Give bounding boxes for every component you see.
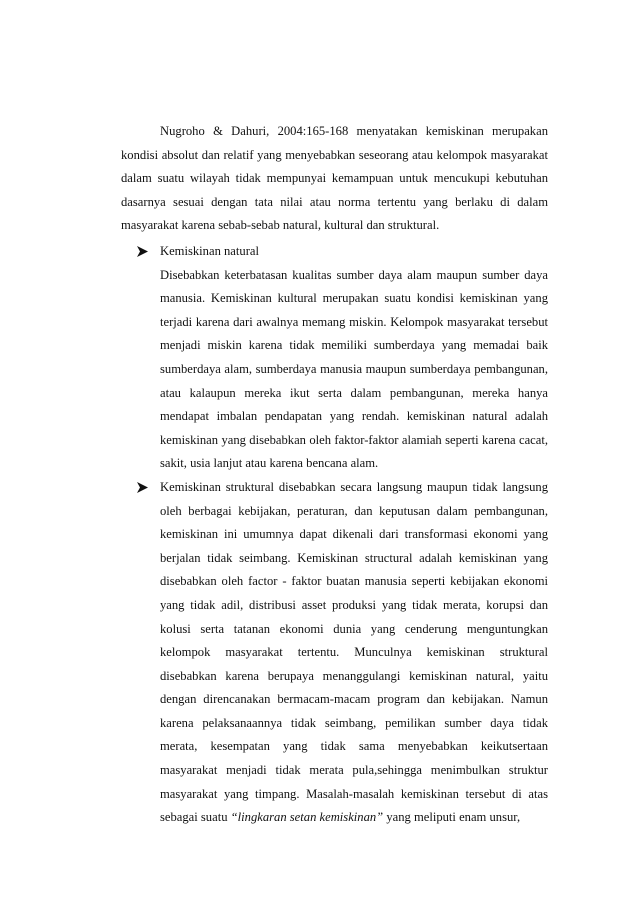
arrow-bullet-icon bbox=[137, 240, 149, 264]
bullet-title: Kemiskinan natural bbox=[160, 244, 259, 258]
list-item-kemiskinan-natural bbox=[121, 240, 548, 476]
bullet-list bbox=[121, 240, 548, 830]
bullet-body-tail: yang meliputi enam unsur, bbox=[383, 810, 521, 825]
bullet-body: Disebabkan keterbatasan kualitas sumber daya alam maupun sumber daya manusia. Kemiskinan kultural merupakan suatu kondisi kemiskinan yang terjadi karena dari awalnya memang miskin. Kelompok masyarakat tersebut menjadi miskin karena tidak memiliki sumberdaya yang memadai baik sumberdaya alam, sumberdaya manusia maupun sumberdaya pembangunan, atau kalaupun mereka ikut serta dalam pembangunan, mereka hanya mendapat imbalan pendapatan yang rendah. kemiskinan natural adalah kemiskinan yang disebabkan oleh faktor-faktor alamiah seperti karena cacat, sakit, usia lanjut atau karena bencana alam. bbox=[160, 267, 548, 471]
bullet-body-italic-term: “lingkaran setan kemiskinan” bbox=[230, 810, 384, 825]
bullet-body bbox=[160, 476, 548, 830]
list-item-kemiskinan-struktural bbox=[121, 476, 548, 830]
bullet-body-text: Kemiskinan struktural disebabkan secara langsung maupun tidak langsung oleh berbagai kebijakan, peraturan, dan keputusan dalam pembangunan, kemiskinan ini umumnya dapat dikenali dari transformasi ekonomi yang berjalan tidak seimbang. Kemiskinan structural adalah kemiskinan yang disebabkan oleh factor - faktor buatan manusia seperti kebijakan ekonomi yang tidak adil, distribusi asset produksi yang tidak merata, korupsi dan kolusi serta tatanan ekonomi dunia yang cenderung menguntungkan kelompok masyarakat tertentu. Munculnya kemiskinan struktural disebabkan karena berupaya menanggulangi kemiskinan natural, yaitu dengan direncanakan bermacam-macam program dan kebijakan. Namun karena pelaksanaannya tidak seimbang, pemilikan sumber daya tidak merata, kesempatan yang tidak sama menyebabkan keikutsertaan masyarakat menjadi tidak merata pula,sehingga menimbulkan struktur masyarakat yang timpang. Masalah-masalah kemiskinan tersebut di atas sebagai suatu bbox=[160, 479, 548, 825]
arrow-bullet-icon bbox=[137, 476, 149, 500]
intro-paragraph: Nugroho & Dahuri, 2004:165-168 menyatakan kemiskinan merupakan kondisi absolut dan relatif yang menyebabkan seseorang atau kelompok masyarakat dalam suatu wilayah tidak mempunyai kemampuan untuk mencukupi kebutuhan dasarnya sesuai dengan tata nilai atau norma tertentu yang berlaku di dalam masyarakat karena sebab-sebab natural, kultural dan struktural. bbox=[121, 124, 548, 233]
